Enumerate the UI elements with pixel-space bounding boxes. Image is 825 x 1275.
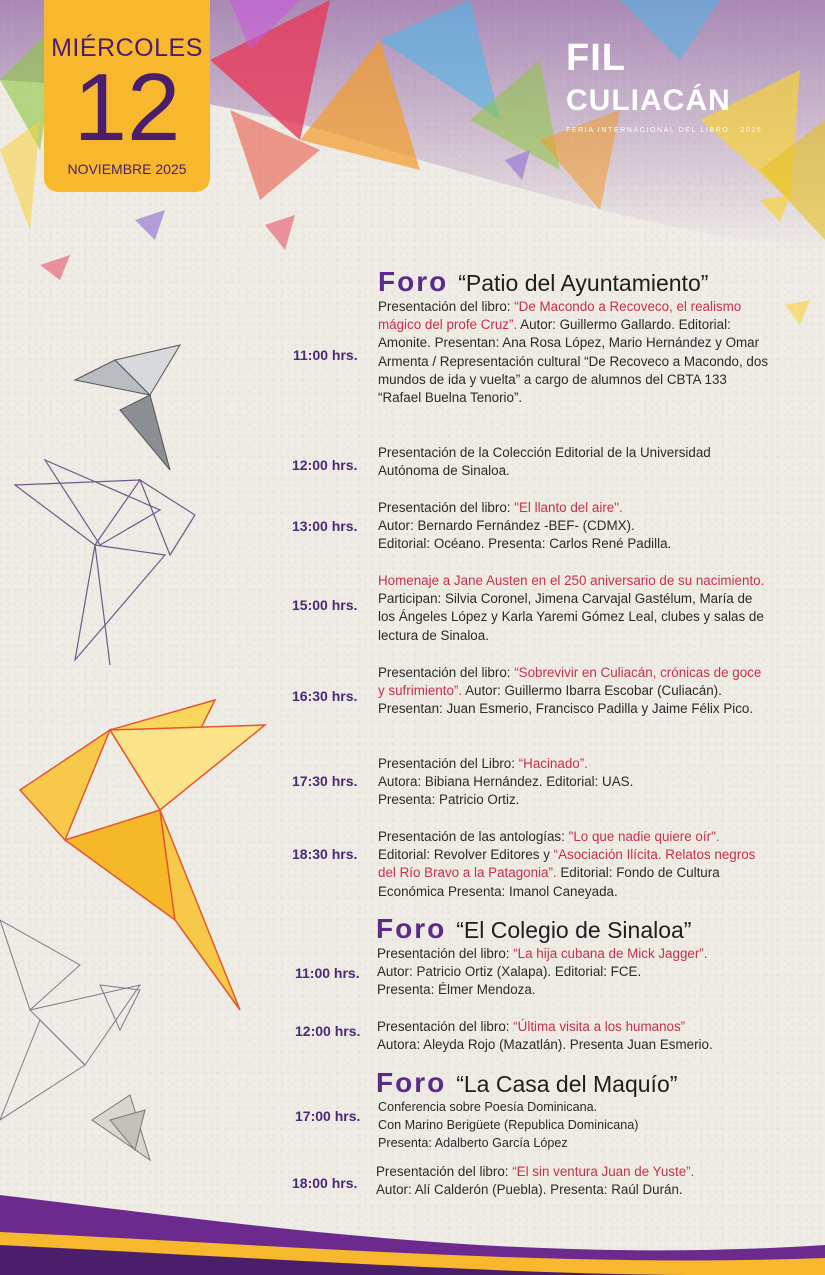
forum-title xyxy=(378,266,708,298)
date-weekday: MIÉRCOLES xyxy=(51,34,203,62)
forum-word: Foro xyxy=(376,913,447,944)
date-day: 12 xyxy=(73,54,181,161)
event-time: 18:00 hrs. xyxy=(292,1175,358,1191)
event-description xyxy=(378,572,770,645)
fil-culiacan-logo xyxy=(566,38,776,134)
forum-title xyxy=(376,1067,677,1099)
description-text: Presentación de las antologías: xyxy=(378,829,569,844)
forum-name: “Patio del Ayuntamiento” xyxy=(458,270,709,296)
event-description xyxy=(378,298,770,407)
forum-name: “La Casa del Maquío” xyxy=(456,1071,678,1097)
description-text: Presentación del libro: xyxy=(378,299,515,314)
description-text: Conferencia sobre Poesía Dominicana. xyxy=(378,1100,598,1114)
description-text: Presentación del libro: xyxy=(377,1019,514,1034)
highlighted-title: “Hacinado”. xyxy=(518,756,588,771)
description-text: Presentación del Libro: xyxy=(378,756,519,771)
event-description xyxy=(377,1018,769,1054)
event-description xyxy=(376,1163,768,1199)
forum-title xyxy=(376,913,691,945)
description-text: Con Marino Berigüete (Republica Dominicana) xyxy=(378,1118,639,1132)
description-text: Autora: Aleyda Rojo (Mazatlán). Presenta Juan Esmerio. xyxy=(377,1037,713,1053)
highlighted-title: “Asociación Ilícita. Relatos negros del Río Bravo a la Patagonia”. xyxy=(378,847,756,881)
highlighted-title: "Lo que nadie quiere oír". xyxy=(568,829,720,844)
description-text: Autor: Bernardo Fernández -BEF- (CDMX). xyxy=(378,518,635,534)
highlighted-title: “Última visita a los humanos” xyxy=(513,1019,686,1034)
description-text: Presentación del libro: xyxy=(378,500,515,515)
highlighted-title: “Sobrevivir en Culiacán, crónicas de goce y sufrimiento”. xyxy=(378,665,762,699)
description-text: Autor: Guillermo Gallardo. Editorial: Amonite. Presentan: Ana Rosa López, Mario Hernández y Omar Armenta / Representación cultural “De Recoveco a Macondo, dos mundos de ida y vuelta” a cargo de alumnos del CBTA 133 “Rafael Buelna Tenorio”. xyxy=(378,317,769,406)
forum-word: Foro xyxy=(376,1067,447,1098)
description-text: Editorial: Océano. Presenta: Carlos René Padilla. xyxy=(378,536,672,552)
description-text: Autor: Patricio Ortiz (Xalapa). Editorial: FCE. xyxy=(377,964,642,980)
event-description xyxy=(378,444,770,480)
event-description xyxy=(378,499,770,554)
forum-name: “El Colegio de Sinaloa” xyxy=(456,917,692,943)
highlighted-title: “La hija cubana de Mick Jagger”. xyxy=(513,946,708,961)
description-text: Presentación de la Colección Editorial de la Universidad Autónoma de Sinaloa. xyxy=(378,445,711,479)
event-description xyxy=(378,664,770,719)
grey-bird-icon xyxy=(75,345,180,470)
event-time: 12:00 hrs. xyxy=(292,457,358,473)
highlighted-title: "El llanto del aire". xyxy=(514,500,623,515)
description-text: Participan: Silvia Coronel, Jimena Carvajal Gastélum, María de los Ángeles López y Karla Yaremi Gómez Leal, clubes y salas de lectura de Sinaloa. xyxy=(378,591,764,643)
event-description xyxy=(378,828,770,901)
description-text: Presenta: Patricio Ortiz. xyxy=(378,792,520,808)
highlighted-title: “De Macondo a Recoveco, el realismo mágico del profe Cruz”. xyxy=(378,299,742,333)
description-text: Autor: Guillermo Ibarra Escobar (Culiacán). Presentan: Juan Esmerio, Francisco Padilla y Jaime Félix Pico. xyxy=(378,683,754,717)
description-text: Presentación del libro: xyxy=(377,946,514,961)
logo-fil: FIL xyxy=(566,37,626,79)
small-bird-icon xyxy=(92,1095,150,1160)
event-time: 17:00 hrs. xyxy=(295,1108,361,1124)
description-text: Presenta: Élmer Mendoza. xyxy=(377,982,536,998)
description-text: Presentación del libro: xyxy=(376,1164,513,1179)
event-description xyxy=(378,755,770,810)
description-text: Autor: Alí Calderón (Puebla). Presenta: Raúl Durán. xyxy=(376,1182,683,1198)
description-text: Presenta: Adalberto García López xyxy=(378,1136,568,1150)
date-badge xyxy=(44,0,210,192)
event-time: 11:00 hrs. xyxy=(293,347,358,363)
yellow-bird-icon xyxy=(20,700,265,1010)
event-description xyxy=(378,1098,770,1152)
event-time: 16:30 hrs. xyxy=(292,688,358,704)
logo-subtitle: FERIA INTERNACIONAL DEL LIBRO · 2025 xyxy=(566,127,763,134)
highlighted-title: “El sin ventura Juan de Yuste”. xyxy=(512,1164,695,1179)
description-text: Editorial: Revolver Editores y xyxy=(378,847,554,863)
event-description xyxy=(377,945,769,1000)
event-time: 13:00 hrs. xyxy=(292,518,358,534)
event-time: 17:30 hrs. xyxy=(292,773,358,789)
highlighted-title: Homenaje a Jane Austen en el 250 aniversario de su nacimiento. xyxy=(378,573,765,588)
outline-bird-icon xyxy=(15,460,195,665)
event-time: 18:30 hrs. xyxy=(292,846,358,862)
description-text: Autora: Bibiana Hernández. Editorial: UAS. xyxy=(378,774,634,790)
description-text: Presentación del libro: xyxy=(378,665,515,680)
event-time: 15:00 hrs. xyxy=(292,597,358,613)
description-text: Editorial: Fondo de Cultura Económica Presenta: Imanol Caneyada. xyxy=(378,865,720,899)
date-month: NOVIEMBRE 2025 xyxy=(67,161,187,177)
forum-word: Foro xyxy=(378,266,449,297)
outline-bird-lower-icon xyxy=(0,920,140,1120)
event-time: 12:00 hrs. xyxy=(295,1023,361,1039)
logo-city: CULIACÁN xyxy=(566,84,731,117)
event-time: 11:00 hrs. xyxy=(295,965,360,981)
